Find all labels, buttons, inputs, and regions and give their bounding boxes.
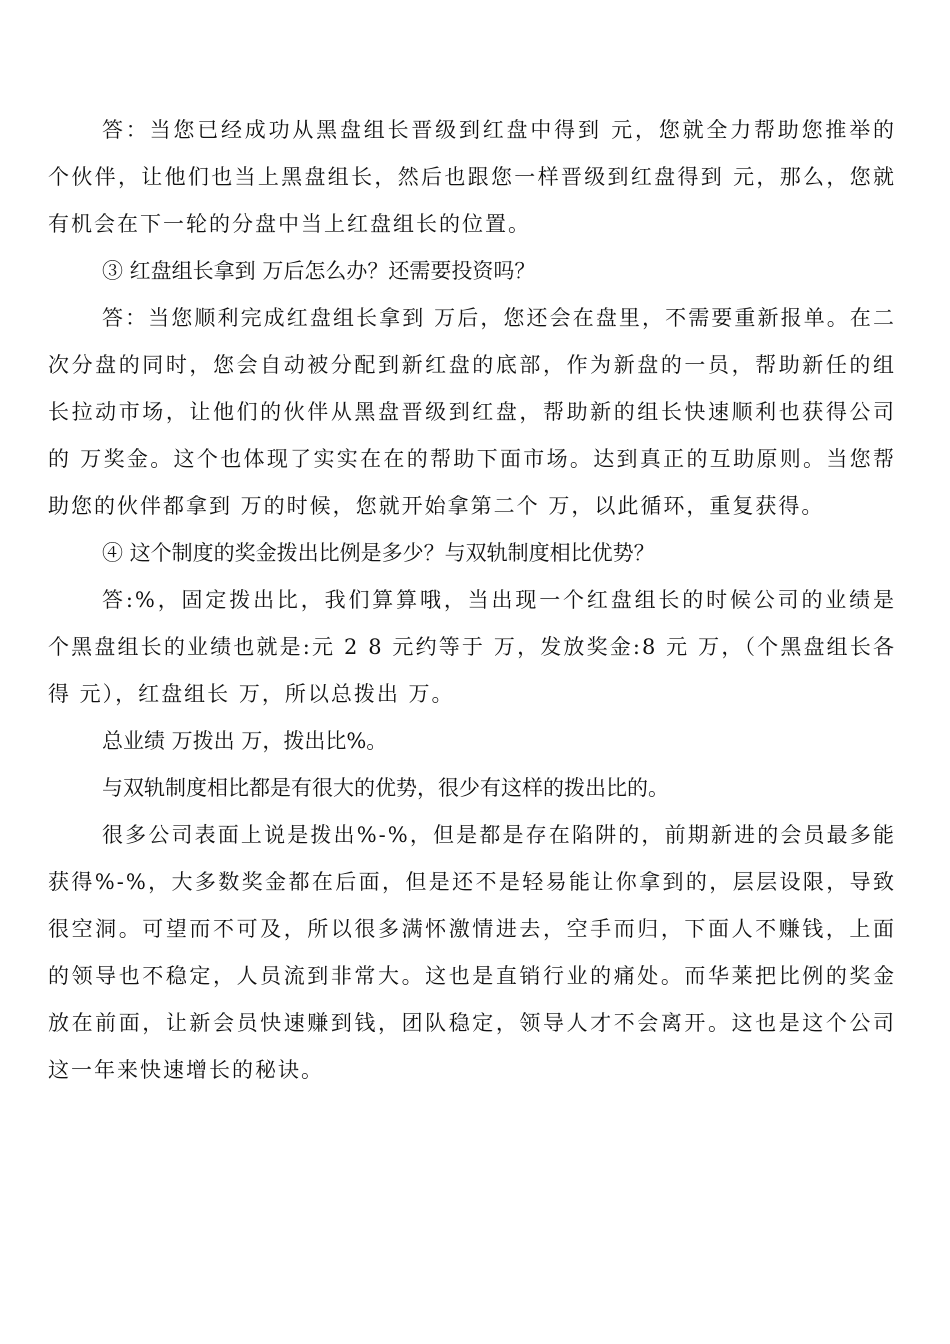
document-body [48, 107, 896, 1094]
analysis-paragraph: 很多公司表面上说是拨出%-%，但是都是存在陷阱的，前期新进的会员最多能获得%-%，大多数奖金都在后面，但是还不是轻易能让你拿到的，层层设限，导致很空洞。可望而不可及，所以很多满怀激情进去，空手而归，下面人不赚钱，上面的领导也不稳定，人员流到非常大。这也是直销行业的痛处。而华莱把比例的奖金放在前面，让新会员快速赚到钱，团队稳定，领导人才不会离开。这也是这个公司这一年来快速增长的秘诀。 [48, 823, 896, 1082]
comparison-line: 与双轨制度相比都是有很大的优势，很少有这样的拨出比的。 [102, 776, 669, 800]
answer-paragraph-3: 答：当您顺利完成红盘组长拿到 万后，您还会在盘里，不需要重新报单。在二次分盘的同时，您会自动被分配到新红盘的底部，作为新盘的一员，帮助新任的组长拉动市场，让他们的伙伴从黑盘晋级到红盘，帮助新的组长快速顺利也获得公司的 万奖金。这个也体现了实实在在的帮助下面市场。达到真正的互助原则。当您帮助您的伙伴都拿到 万的时候，您就开始拿第二个 万，以此循环，重复获得。 [48, 306, 896, 518]
answer-paragraph-1: 答：当您已经成功从黑盘组长晋级到红盘中得到 元，您就全力帮助您推举的 个伙伴，让他们也当上黑盘组长，然后也跟您一样晋级到红盘得到 元，那么，您就有机会在下一轮的分盘中当上红盘组长的位置。 [48, 118, 896, 236]
answer-paragraph-4: 答:%，固定拨出比，我们算算哦，当出现一个红盘组长的时候公司的业绩是 个黑盘组长的业绩也就是:元 2 8 元约等于 万，发放奖金:8 元 万，（个黑盘组长各得 元），红盘组长 万，所以总拨出 万。 [48, 588, 896, 706]
total-performance-line: 总业绩 万拨出 万，拨出比%。 [102, 729, 388, 753]
question-3-heading: ③ 红盘组长拿到 万后怎么办？还需要投资吗？ [102, 259, 536, 283]
question-4-heading: ④ 这个制度的奖金拨出比例是多少？与双轨制度相比优势？ [102, 541, 655, 565]
